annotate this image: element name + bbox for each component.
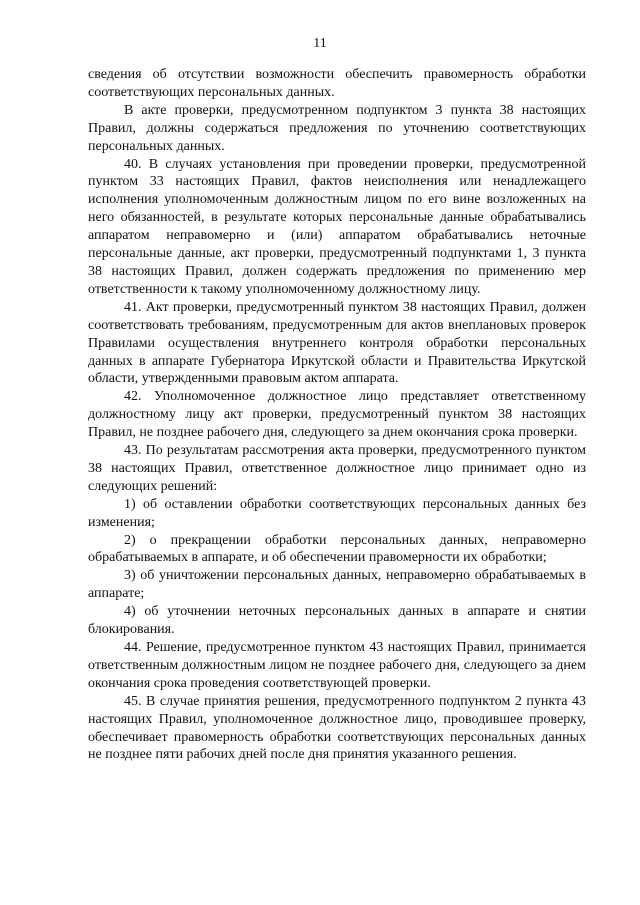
list-item-2: 2) о прекращении обработки персональных данных, неправомерно обрабатываемых в аппарате, и об обеспечении правомерности их обработки;: [88, 532, 586, 566]
list-item-1: 1) об оставлении обработки соответствующих персональных данных без изменения;: [88, 496, 586, 530]
list-item-3: 3) об уничтожении персональных данных, неправомерно обрабатываемых в аппарате;: [88, 568, 586, 602]
paragraph-40: 40. В случаях установления при проведении проверки, предусмотренной пунктом 33 настоящих Правил, фактов неисполнения или ненадлежащего исполнения уполномоченным должностным лицом по его вине возложенных на него обязанностей, в результате которых персональные данные обрабатывались аппаратом неправомерно и (или) аппаратом обрабатывались неточные персональные данные, акт проверки, предусмотренный подпунктами 1, 3 пункта 38 настоящих Правил, должен содержать предложения по применению мер ответственности к такому уполномоченному должностному лицу.: [88, 156, 586, 297]
paragraph-43: 43. По результатам рассмотрения акта проверки, предусмотренного пунктом 38 настоящих Правил, ответственное должностное лицо принимает одно из следующих решений:: [88, 443, 586, 494]
paragraph-44: 44. Решение, предусмотренное пунктом 43 настоящих Правил, принимается ответственным должностным лицом не позднее рабочего дня, следующего за днем окончания срока проведения соответствующей проверки.: [88, 640, 586, 691]
document-body: [88, 66, 586, 764]
paragraph-41: 41. Акт проверки, предусмотренный пунктом 38 настоящих Правил, должен соответствовать требованиям, предусмотренным для актов внеплановых проверок Правилами осуществления внутреннего контроля обработки персональных данных в аппарате Губернатора Иркутской области и Правительства Иркутской области, утвержденными правовым актом аппарата.: [88, 299, 586, 387]
paragraph-act-proposals: В акте проверки, предусмотренном подпунктом 3 пункта 38 настоящих Правил, должны содержаться предложения по уточнению соответствующих персональных данных.: [88, 102, 586, 154]
page-number: 11: [313, 36, 327, 51]
paragraph-45: 45. В случае принятия решения, предусмотренного подпунктом 2 пункта 43 настоящих Правил, уполномоченное должностное лицо, проводившее проверку, обеспечивает правомерность обработки соответствующих персональных данных не позднее пяти рабочих дней после дня принятия указанного решения.: [88, 693, 586, 763]
paragraph-42: 42. Уполномоченное должностное лицо представляет ответственному должностному лицу акт проверки, предусмотренный пунктом 38 настоящих Правил, не позднее рабочего дня, следующего за днем окончания срока проверки.: [88, 389, 586, 441]
paragraph-continuation: сведения об отсутствии возможности обеспечить правомерность обработки соответствующих персональных данных.: [88, 67, 586, 100]
list-item-4: 4) об уточнении неточных персональных данных в аппарате и снятии блокирования.: [88, 604, 586, 638]
